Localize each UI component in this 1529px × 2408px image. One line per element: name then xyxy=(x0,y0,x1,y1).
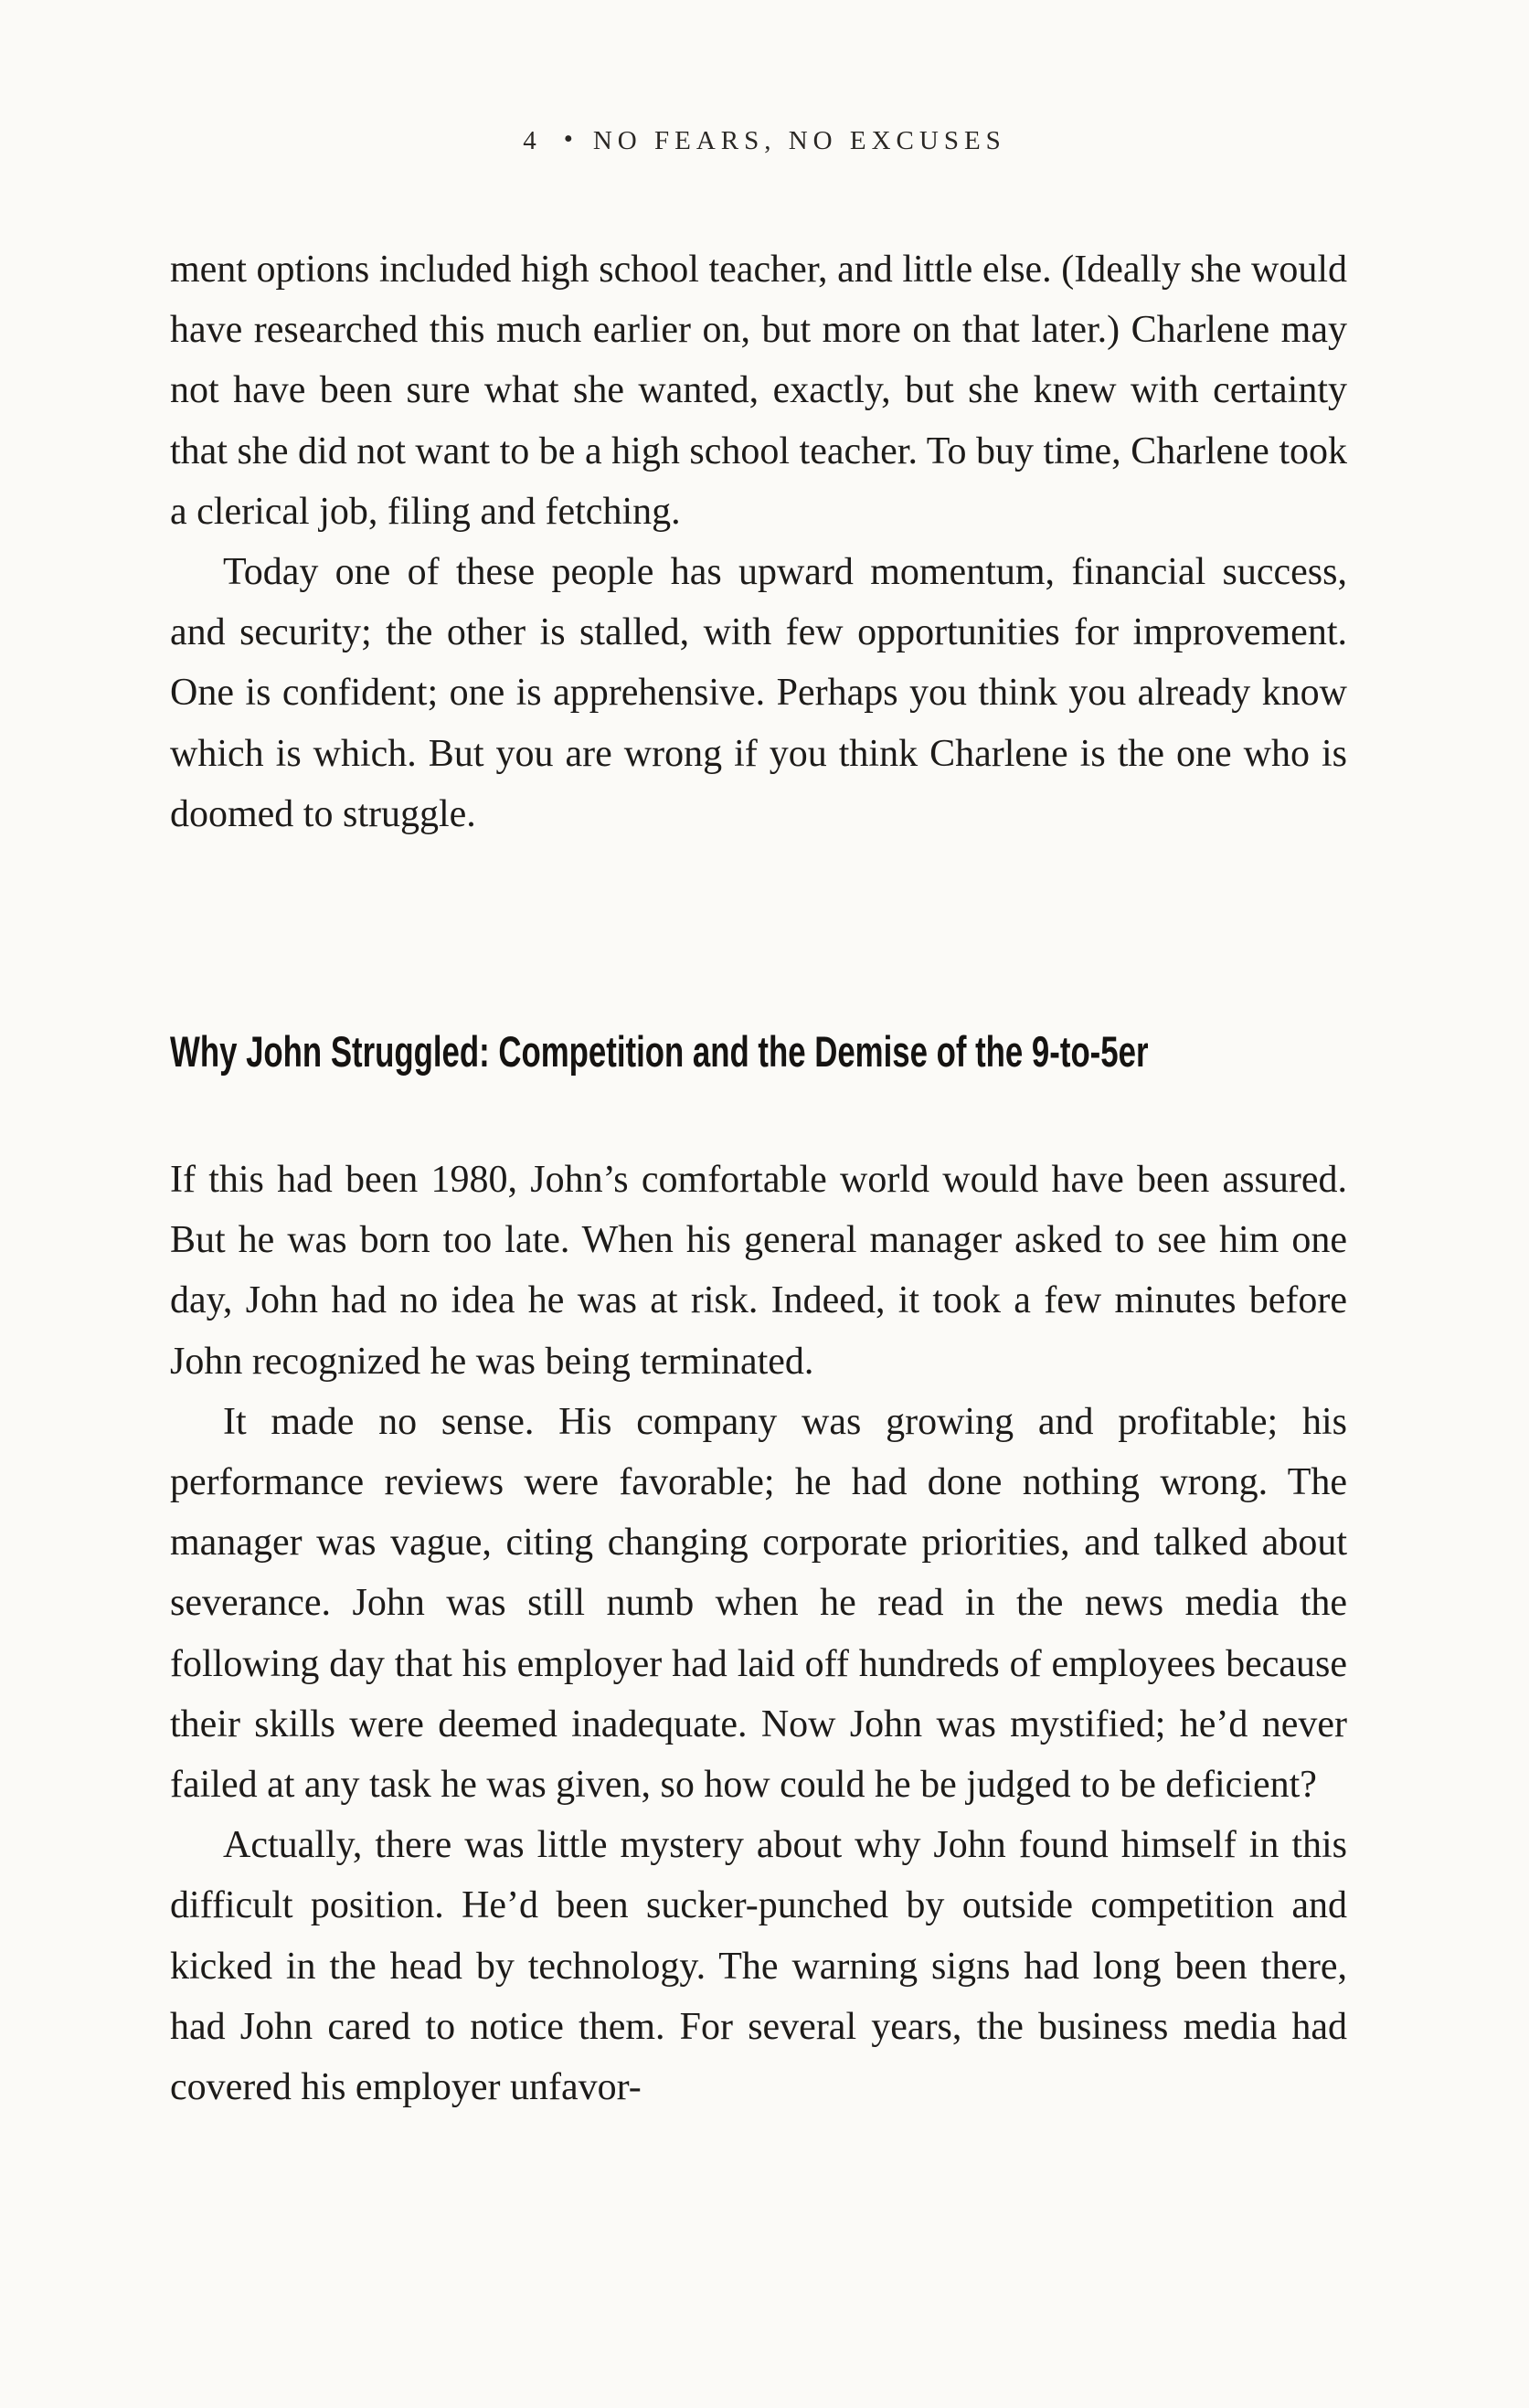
paragraph: It made no sense. His company was growing and profitable; his performance reviews were favorable; he had done nothing wrong. The manager was vague, citing changing corporate priorities, and talked about severance. John was still numb when he read in the news media the following day that his employer had laid off hundreds of employees because their skills were deemed inadequate. Now John was mystified; he’d never failed at any task he was given, so how could he be judged to be deficient? xyxy=(170,1400,1347,1807)
body-text-section-2 xyxy=(170,1150,1347,2117)
body-text-section-1 xyxy=(170,239,1347,844)
paragraph: Actually, there was little mystery about why John found himself in this difficult position. He’d been sucker-punched by outside competition and kicked in the head by technology. The warning signs had long been there, had John cared to notice them. For several years, the business media had covered his employer unfavor- xyxy=(170,1824,1347,2109)
book-title: NO FEARS, NO EXCUSES xyxy=(592,126,1006,155)
page-number: 4 xyxy=(523,126,536,155)
section-heading: Why John Struggled: Competition and the Demise of the 9-to-5er xyxy=(170,1027,1149,1076)
paragraph: ment options included high school teacher, and little else. (Ideally she would have researched this much earlier on, but more on that later.) Charlene may not have been sure what she wanted, exactly, but she knew with certainty that she did not want to be a high school teacher. To buy time, Charlene took a clerical job, filing and fetching. xyxy=(170,249,1347,533)
running-head xyxy=(0,126,1529,156)
paragraph: If this had been 1980, John’s comfortable world would have been assured. But he was born too late. When his general manager asked to see him one day, John had no idea he was at risk. Indeed, it took a few minutes before John recognized he was being terminated. xyxy=(170,1159,1347,1383)
paragraph: Today one of these people has upward momentum, financial success, and security; the other is stalled, with few opportunities for improvement. One is confident; one is apprehensive. Perhaps you think you already know which is which. But you are wrong if you think Charlene is the one who is doomed to struggle. xyxy=(170,551,1347,835)
header-separator: • xyxy=(563,124,573,154)
